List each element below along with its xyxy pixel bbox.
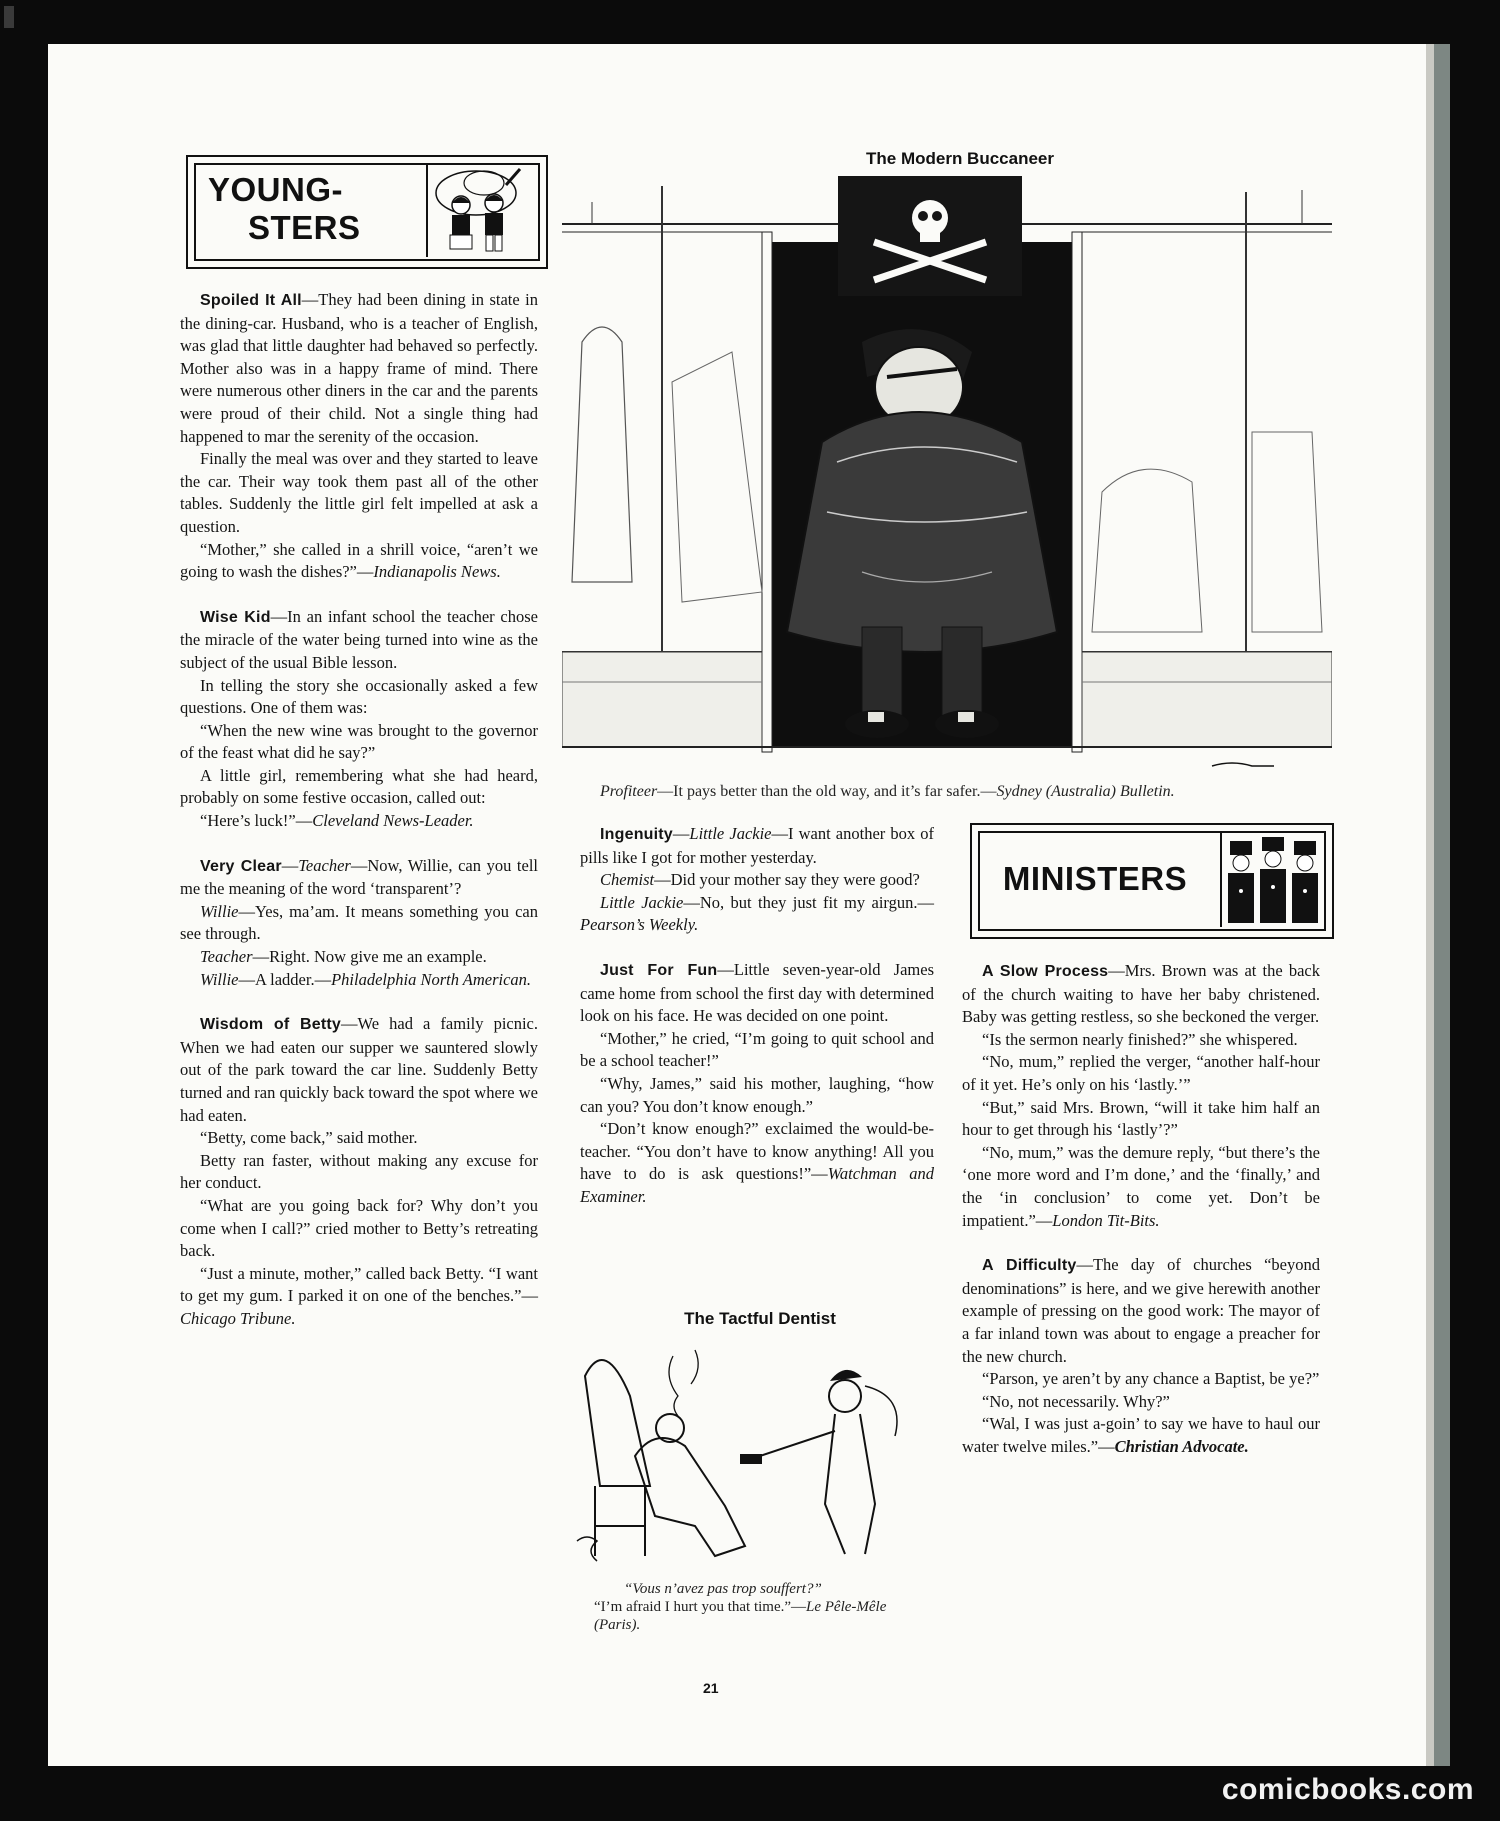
dentist-caption — [594, 1580, 934, 1634]
dentist-cartoon — [575, 1336, 935, 1576]
story-title: Very Clear — [200, 857, 282, 875]
story-paragraph — [580, 869, 934, 892]
ministers-header-title: MINISTERS — [1002, 860, 1188, 897]
story-title: A Slow Process — [982, 963, 1109, 980]
page-number: 21 — [703, 1680, 719, 1696]
speaker: Teacher — [298, 855, 351, 875]
story-paragraph: “What are you going back for? Why don’t you come when I call?” cried mother to Betty’s retreating back. — [180, 1195, 538, 1261]
story-source: Christian Advocate. — [1114, 1436, 1249, 1456]
story-text: —They had been dining in state in the dining-car. Husband, who is a teacher of English, was glad that little daughter had behaved so perfectly. Mother also was in a happy frame of mind. There were numerous other diners in the car and the parents were proud of their child. Not a single thing had happened to mar the serenity of the occasion. — [180, 290, 538, 446]
story-wisdom-of-betty — [180, 1013, 538, 1127]
story-paragraph — [180, 539, 538, 584]
story-text: “Wal, I was just a-goin’ to say we have to haul our water twelve miles.”— — [962, 1414, 1320, 1456]
story-paragraph: “When the new wine was brought to the governor of the feast what did he say?” — [180, 720, 538, 763]
story-paragraph: “Why, James,” said his mother, laughing, “how can you? You don’t know enough.” — [580, 1073, 934, 1116]
buccaneer-caption — [600, 783, 1330, 801]
story-text: “No, mum,” was the demure reply, “but there’s the ‘one more word and I’m done,’ and the ‘finally,’ and the ‘in conclusion’ to come yet. Don’t be impatient.”— — [962, 1142, 1320, 1230]
story-source: Watchman and Examiner. — [580, 1164, 934, 1206]
ministers-header — [970, 823, 1334, 939]
story-a-difficulty — [962, 1254, 1320, 1368]
caption-source: Le Pêle-Mêle (Paris). — [594, 1599, 887, 1633]
story-text: “Just a minute, mother,” called back Betty. “I want to get my gum. I parked it on one of the benches.”— — [180, 1263, 538, 1306]
story-paragraph: “Is the sermon nearly finished?” she whispered. — [982, 1029, 1298, 1049]
story-text: “Here’s luck!”— — [200, 811, 313, 831]
story-paragraph: “Parson, ye aren’t by any chance a Baptist, be ye?” — [982, 1369, 1320, 1389]
story-source: Indianapolis News. — [373, 562, 501, 582]
story-source: Cleveland News-Leader. — [312, 811, 474, 831]
header-line-1: YOUNG- — [208, 171, 343, 208]
story-title: Spoiled It All — [200, 292, 302, 309]
column-ministers — [962, 960, 1320, 1458]
buccaneer-cartoon-title: The Modern Buccaneer — [866, 149, 1054, 168]
story-paragraph — [180, 901, 538, 946]
story-wise-kid — [180, 606, 538, 675]
youngsters-children-illustration — [426, 163, 540, 257]
story-paragraph: “Mother,” he cried, “I’m going to quit school and be a school teacher!” — [580, 1028, 934, 1071]
story-slow-process — [962, 960, 1320, 1029]
story-paragraph: A little girl, remembering what she had heard, probably on some festive occasion, called out: — [180, 765, 538, 808]
youngsters-header-title — [208, 171, 383, 247]
story-text: —Now, Willie, can you tell me the meaning of the word ‘transparent’? — [180, 855, 538, 899]
story-text: —No, but they just fit my airgun.— — [683, 892, 934, 912]
story-paragraph — [180, 969, 538, 992]
story-paragraph: Betty ran faster, without making any excuse for her conduct. — [180, 1150, 538, 1193]
caption-french: “Vous n’avez pas trop souffert?” — [624, 1581, 822, 1597]
story-text: —I want another box of pills like I got for mother yesterday. — [580, 824, 934, 867]
caption-source: Sydney (Australia) Bulletin. — [996, 783, 1175, 800]
story-source: Pearson’s Weekly. — [580, 915, 699, 935]
story-paragraph: In telling the story she occasionally asked a few questions. One of them was: — [180, 675, 538, 718]
speaker: Little Jackie — [600, 892, 684, 912]
story-title: Wise Kid — [200, 608, 271, 626]
story-text: —We had a family picnic. When we had eaten our supper we sauntered slowly out of the park toward the car line. Suddenly Betty turned and ran quickly back toward the spot where we had eaten. — [180, 1014, 539, 1125]
speaker: Willie — [200, 901, 239, 921]
story-very-clear: Very Clear—Teacher—Now, Willie, can you tell me the meaning of the word ‘transparent’? — [180, 855, 538, 899]
story-spoiled-it-all — [180, 289, 538, 448]
story-paragraph — [580, 1118, 934, 1208]
speaker: Chemist — [600, 870, 655, 890]
story-just-for-fun — [580, 959, 934, 1028]
story-title: Wisdom of Betty — [200, 1016, 341, 1034]
column-youngsters — [180, 289, 538, 1331]
caption-text: “I’m afraid I hurt you that time.”— — [594, 1599, 807, 1615]
story-title: Just For Fun — [600, 961, 718, 979]
story-source: Philadelphia North American. — [331, 969, 532, 989]
story-text: —Yes, ma’am. It means something you can see through. — [180, 901, 538, 944]
story-paragraph — [580, 892, 934, 937]
caption-text: —It pays better than the old way, and it’s far safer.— — [657, 783, 997, 800]
binding-edge — [1434, 44, 1450, 1766]
site-watermark: comicbooks.com — [1221, 1773, 1474, 1806]
story-text: —In an infant school the teacher chose the miracle of the water being turned into wine as the subject of the usual Bible lesson. — [180, 606, 538, 672]
youngsters-header — [186, 155, 548, 269]
story-source: Chicago Tribune. — [180, 1308, 296, 1328]
story-source: London Tit-Bits. — [1052, 1210, 1160, 1230]
dentist-cartoon-title: The Tactful Dentist — [684, 1309, 836, 1328]
buccaneer-cartoon — [562, 172, 1332, 777]
story-paragraph: Finally the meal was over and they started to leave the car. Their way took them past all of the other tables. Suddenly the little girl felt impelled at ask a question. — [180, 449, 538, 536]
story-paragraph — [180, 946, 538, 969]
story-paragraph: “No, not necessarily. Why?” — [982, 1391, 1170, 1411]
story-text: —Right. Now give me an example. — [252, 947, 487, 967]
story-paragraph — [180, 1263, 538, 1331]
story-text: —Mrs. Brown was at the back of the church waiting to have her baby christened. Baby was getting restless, so she beckoned the verger. — [962, 961, 1320, 1027]
ministers-clergy-illustration — [1220, 831, 1326, 927]
caption-speaker: Profiteer — [600, 783, 658, 800]
story-text: —The day of churches “beyond denominations” is here, and we give herewith another example of pressing on the good work: The mayor of a far inland town was about to engage a preacher for the new church. — [962, 1255, 1320, 1366]
story-title: A Difficulty — [982, 1257, 1077, 1275]
story-paragraph: “Betty, come back,” said mother. — [200, 1128, 418, 1148]
header-line-2: STERS — [248, 209, 361, 246]
speaker: Willie — [200, 969, 239, 989]
page-edge — [1426, 44, 1434, 1766]
story-paragraph — [962, 1413, 1320, 1458]
story-text: —A ladder.— — [238, 969, 332, 989]
column-middle — [580, 823, 934, 1209]
speaker: Little Jackie — [689, 824, 772, 843]
story-text: —Little seven-year-old James came home from school the first day with determined look on his face. He was decided on one point. — [580, 959, 934, 1026]
speaker: Teacher — [200, 947, 253, 967]
story-text: “Mother,” she called in a shrill voice, “aren’t we going to wash the dishes?”— — [180, 539, 538, 582]
story-paragraph — [180, 810, 538, 833]
scan-edge-mark — [4, 6, 14, 28]
story-text: “Don’t know enough?” exclaimed the would-be-teacher. “You don’t have to know anything! All you have to do is ask questions!”— — [580, 1119, 934, 1184]
story-paragraph: “But,” said Mrs. Brown, “will it take him half an hour to get through his ‘lastly’?” — [962, 1097, 1320, 1140]
story-text: —Did your mother say they were good? — [654, 870, 920, 890]
story-ingenuity: Ingenuity—Little Jackie—I want another box of pills like I got for mother yesterday. — [580, 824, 934, 867]
story-paragraph — [962, 1142, 1320, 1232]
story-paragraph: “No, mum,” replied the verger, “another half-hour of it yet. He’s only on his ‘lastly.’” — [962, 1052, 1320, 1094]
story-title: Ingenuity — [600, 826, 673, 843]
